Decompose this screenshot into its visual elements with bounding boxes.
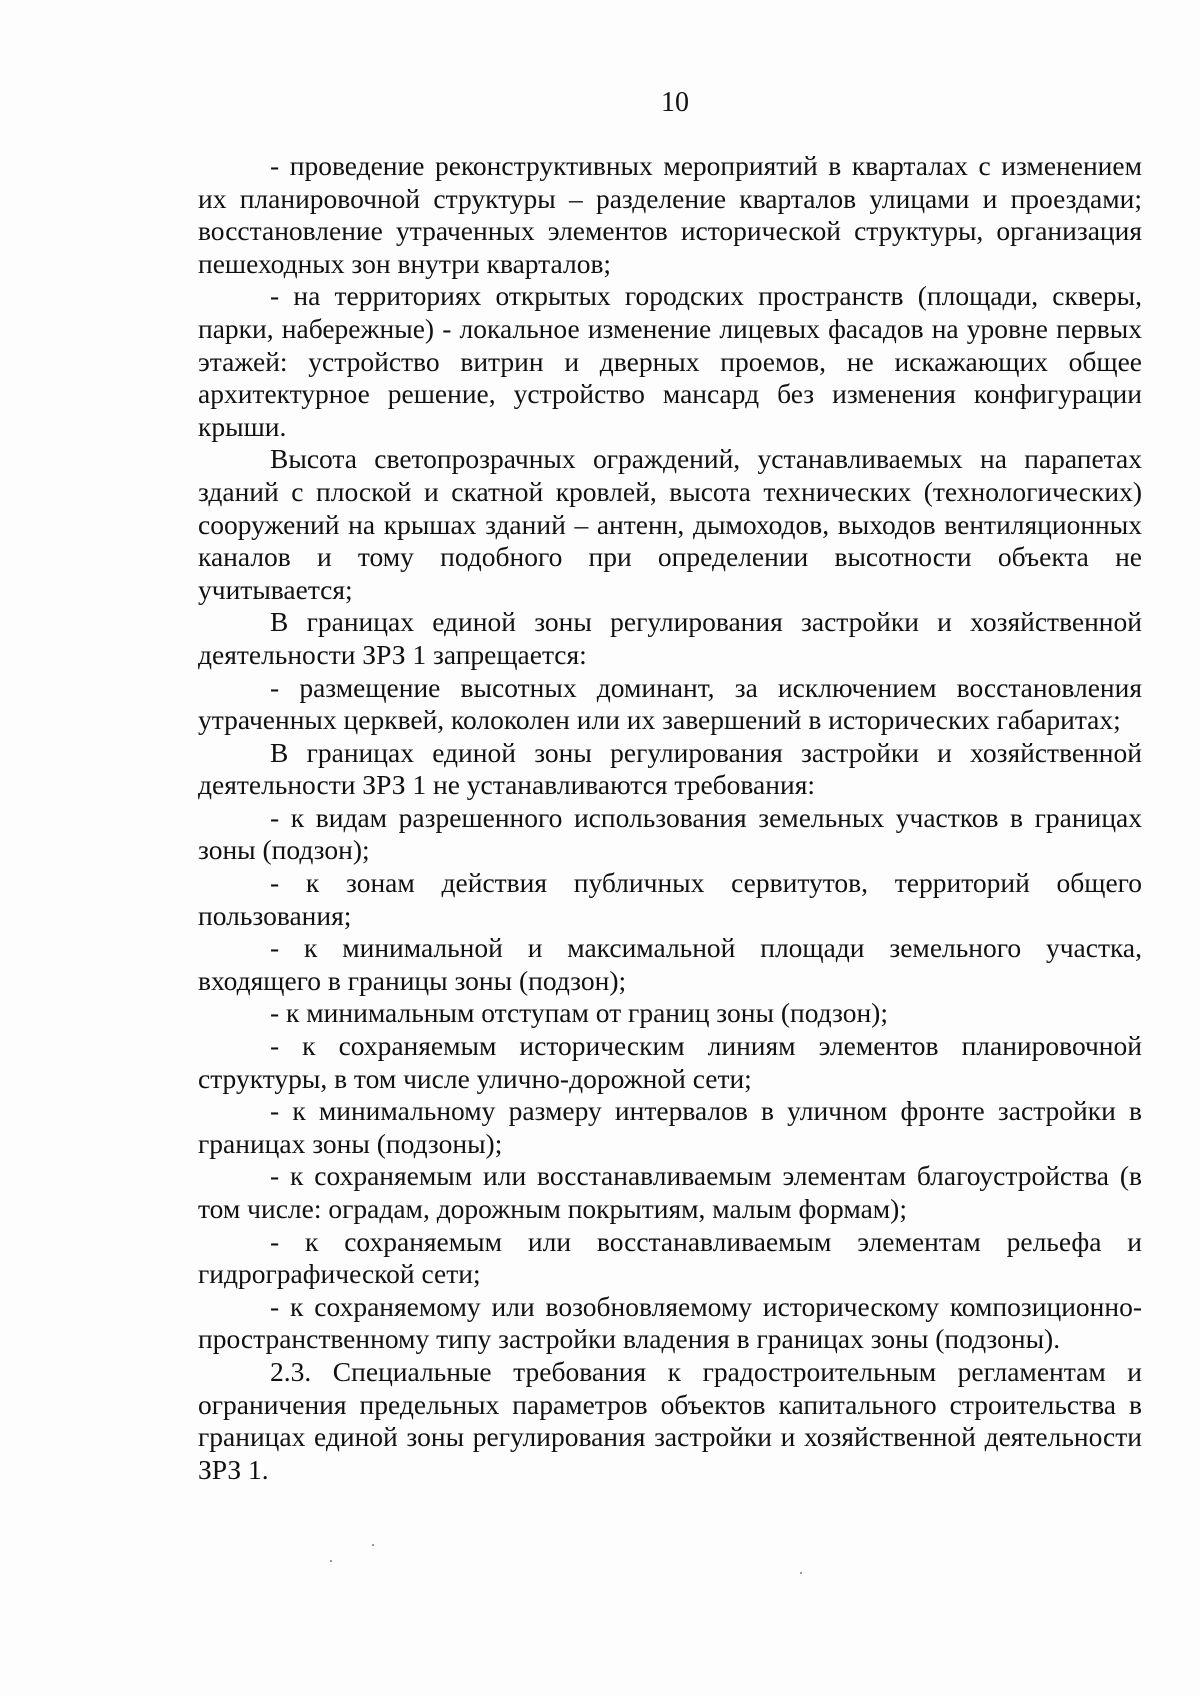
paragraph: - на территориях открытых городских пространств (площади, скверы, парки, набережные) - локальное изменение лицевых фасадов на уровне первых этажей: устройство витрин и дверных проемов, не искажающих общее архитектурное решение, устройство мансард без изменения конфигурации крыши. [198, 280, 1142, 442]
paragraph: - к видам разрешенного использования земельных участков в границах зоны (подзон); [198, 801, 1142, 866]
paragraph: - к минимальным отступам от границ зоны (подзон); [270, 997, 888, 1029]
paragraph: - к минимальной и максимальной площади земельного участка, входящего в границы зоны (подзон); [198, 932, 1142, 996]
scan-speck [330, 1560, 332, 1562]
paragraph: В границах единой зоны регулирования застройки и хозяйственной деятельности ЗРЗ 1 не устанавливаются требования: [198, 736, 1142, 801]
paragraph: Высота светопрозрачных ограждений, устанавливаемых на парапетах зданий с плоской и скатной кровлей, высота технических (технологических) сооружений на крышах зданий – антенн, дымоходов, выходов вентиляционных каналов и тому подобного при определении высотности объекта не учитывается; [198, 443, 1142, 605]
scan-speck [800, 1572, 802, 1574]
paragraph: - к минимальному размеру интервалов в уличном фронте застройки в границах зоны (подзоны); [198, 1095, 1142, 1159]
paragraph: - к сохраняемому или возобновляемому историческому композиционно-пространственному типу застройки владения в границах зоны (подзоны). [198, 1290, 1142, 1355]
paragraph: В границах единой зоны регулирования застройки и хозяйственной деятельности ЗРЗ 1 запрещается: [198, 606, 1142, 670]
paragraph: - проведение реконструктивных мероприятий в кварталах с изменением их планировочной структуры – разделение кварталов улицами и проездами; восстановление утраченных элементов исторической структуры, организация пешеходных зон внутри кварталов; [198, 150, 1142, 279]
paragraph: - к сохраняемым или восстанавливаемым элементам благоустройства (в том числе: оградам, дорожным покрытиям, малым формам); [198, 1160, 1142, 1224]
paragraph: - к зонам действия публичных сервитутов, территорий общего пользования; [198, 867, 1142, 931]
paragraph: - размещение высотных доминант, за исключением восстановления утраченных церквей, колоколен или их завершений в исторических габаритах; [198, 671, 1142, 736]
paragraph: - к сохраняемым историческим линиям элементов планировочной структуры, в том числе улично-дорожной сети; [198, 1030, 1142, 1094]
document-body [198, 150, 1142, 1486]
scan-speck [372, 1544, 374, 1546]
page-number: 10 [661, 87, 689, 118]
paragraph: 2.3. Специальные требования к градостроительным регламентам и ограничения предельных параметров объектов капитального строительства в границах единой зоны регулирования застройки и хозяйственной деятельности ЗРЗ 1. [198, 1355, 1142, 1485]
paragraph: - к сохраняемым или восстанавливаемым элементам рельефа и гидрографической сети; [198, 1225, 1142, 1290]
